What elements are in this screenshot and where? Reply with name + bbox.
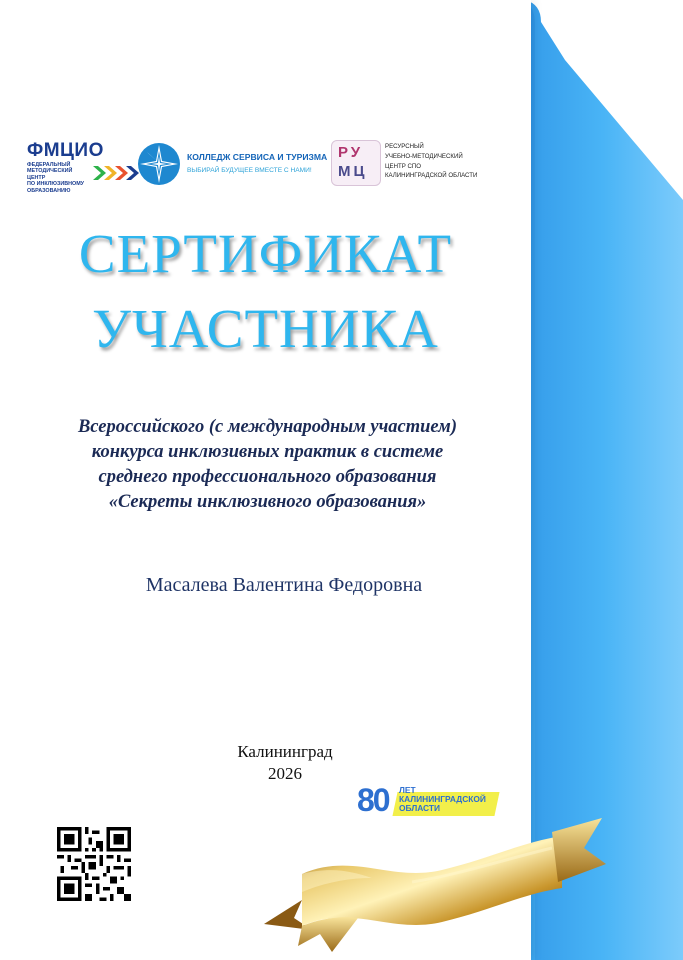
- contest-line: среднего профессионального образования: [98, 467, 437, 487]
- logos-row: [0, 140, 531, 195]
- year: 2026: [268, 764, 302, 783]
- contest-description: [20, 415, 515, 515]
- fmcio-logo: [27, 140, 137, 194]
- qr-code-icon: [57, 827, 131, 901]
- city: Калининград: [237, 742, 333, 761]
- recipient-name: Масалева Валентина Федоровна: [145, 574, 423, 596]
- compass-star-icon: [137, 142, 181, 186]
- contest-line: «Секреты инклюзивного образования»: [108, 492, 427, 512]
- college-slogan: ВЫБИРАЙ БУДУЩЕЕ ВМЕСТЕ С НАМИ!: [187, 167, 312, 174]
- anniversary-number: 80: [357, 782, 389, 818]
- rumc-logo: [331, 140, 521, 186]
- qr-code[interactable]: [57, 827, 131, 901]
- contest-line: конкурса инклюзивных практик в системе: [91, 442, 444, 462]
- gold-scroll-ribbon: [262, 812, 607, 958]
- rumc-emblem: РУ МЦ: [331, 140, 381, 186]
- contest-line: Всероссийского (с международным участием): [77, 417, 458, 437]
- fmcio-title: ФМЦИО: [27, 140, 104, 161]
- rumc-text: РЕСУРСНЫЙ УЧЕБНО-МЕТОДИЧЕСКИЙ ЦЕНТР СПО КАЛИНИНГРАДСКОЙ ОБЛАСТИ: [385, 143, 478, 180]
- certificate-title-line1: СЕРТИФИКАТ: [78, 223, 453, 284]
- certificate-title-line2: УЧАСТНИКА: [92, 298, 439, 359]
- anniversary-years: ЛЕТ: [399, 785, 416, 795]
- college-logo: [137, 142, 327, 188]
- fmcio-subtitle: ФЕДЕРАЛЬНЫЙ МЕТОДИЧЕСКИЙ ЦЕНТР ПО ИНКЛЮЗИВНОМУ ОБРАЗОВАНИЮ: [27, 162, 85, 194]
- college-name: КОЛЛЕДЖ СЕРВИСА И ТУРИЗМА: [187, 152, 328, 162]
- anniversary-region: КАЛИНИНГРАДСКОЙ: [399, 794, 486, 804]
- anniversary-region-suffix: ОБЛАСТИ: [399, 803, 441, 813]
